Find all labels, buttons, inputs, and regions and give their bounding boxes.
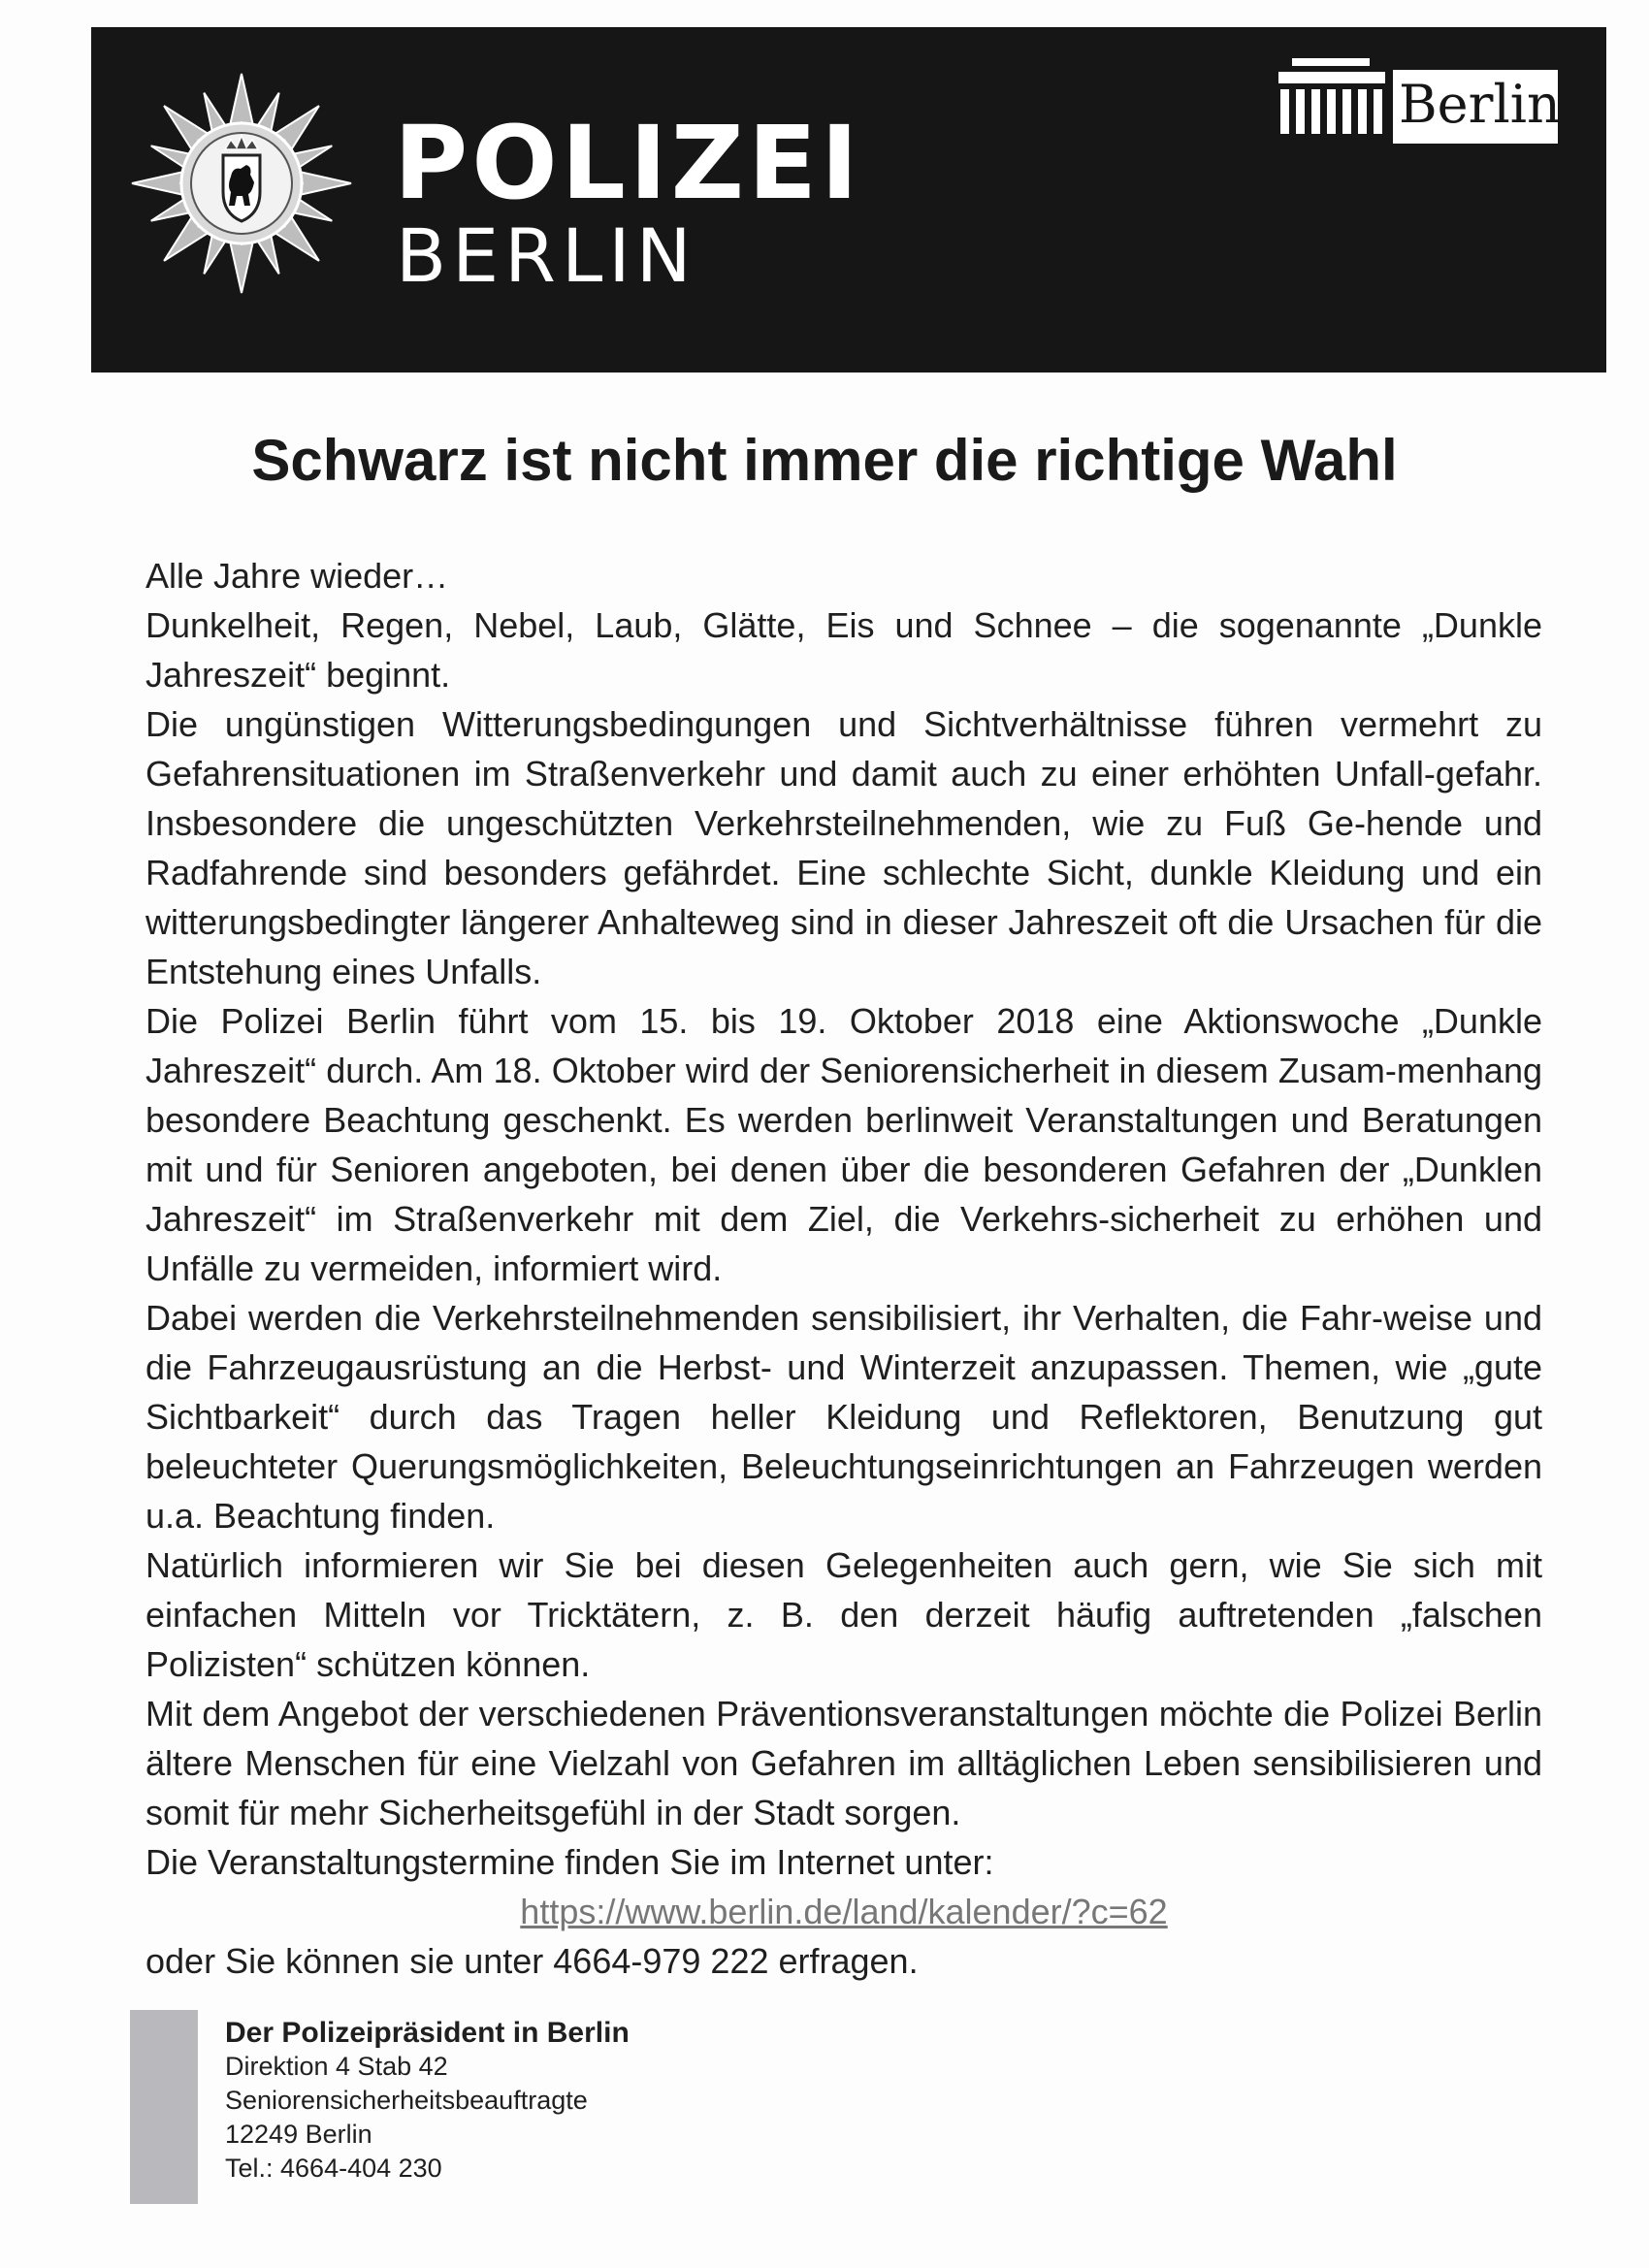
calendar-link[interactable]: https://www.berlin.de/land/kalender/?c=62 <box>520 1892 1168 1931</box>
footer-phone: Tel.: 4664-404 230 <box>225 2154 442 2183</box>
footer-city: 12249 Berlin <box>225 2120 372 2149</box>
paragraph-prevention: Mit dem Angebot der verschiedenen Präventionsveranstaltungen möchte die Polizei Berlin ältere Menschen für eine Vielzahl von Gefahren im alltäglichen Leben sensibilisieren und somit für mehr Sicherheitsgefühl in der Stadt sorgen. <box>146 1694 1542 1832</box>
brand-subtitle: BERLIN <box>396 212 697 299</box>
brand-title: POLIZEI <box>394 104 862 222</box>
paragraph-dates: Die Veranstaltungstermine finden Sie im Internet unter: <box>146 1842 994 1882</box>
footer-accent-bar <box>130 2010 198 2204</box>
paragraph-tricksters: Natürlich informieren wir Sie bei diesen Gelegenheiten auch gern, wie Sie sich mit einfachen Mitteln vor Tricktätern, z. B. den derzeit häufig auftretenden „falschen Polizisten“ schützen können. <box>146 1545 1542 1684</box>
paragraph-intro: Alle Jahre wieder… <box>146 556 449 596</box>
link-row <box>146 1887 1542 1936</box>
footer-address <box>225 2016 904 2186</box>
paragraph-conditions: Die ungünstigen Witterungsbedingungen und Sichtverhältnisse führen vermehrt zu Gefahrensituationen im Straßenverkehr und damit auch zu einer erhöhten Unfall-gefahr. Insbesondere die ungeschützten Verkehrsteilnehmenden, wie zu Fuß Ge-hende und Radfahrende sind besonders gefährdet. Eine schlechte Sicht, dunkle Kleidung und ein witterungsbedingter längerer Anhalteweg sind in dieser Jahreszeit oft die Ursachen für die Entstehung eines Unfalls. <box>146 704 1542 991</box>
paragraph-season: Dunkelheit, Regen, Nebel, Laub, Glätte, Eis und Schnee – die sogenannte „Dunkle Jahreszeit“ beginnt. <box>146 605 1542 695</box>
police-star-badge-icon <box>130 72 353 295</box>
footer-office: Seniorensicherheitsbeauftragte <box>225 2086 588 2115</box>
footer-title: Der Polizeipräsident in Berlin <box>225 2017 630 2049</box>
paragraph-closing: oder Sie können sie unter 4664-979 222 erfragen. <box>146 1941 919 1981</box>
berlin-logo-text: Berlin <box>1399 74 1561 135</box>
footer-department: Direktion 4 Stab 42 <box>225 2052 448 2081</box>
paragraph-themes: Dabei werden die Verkehrsteilnehmenden sensibilisiert, ihr Verhalten, die Fahr-weise und die Fahrzeugausrüstung an die Herbst- und Winterzeit anzupassen. Themen, wie „gute Sichtbarkeit“ durch das Tragen heller Kleidung und Reflektoren, Benutzung gut beleuchteter Querungsmöglichkeiten, Beleuchtungseinrichtungen an Fahrzeugen werden u.a. Beachtung finden. <box>146 1298 1542 1536</box>
paragraph-action-week: Die Polizei Berlin führt vom 15. bis 19. Oktober 2018 eine Aktionswoche „Dunkle Jahreszeit“ durch. Am 18. Oktober wird der Seniorensicherheit in diesem Zusam-menhang besondere Beachtung geschenkt. Es werden berlinweit Veranstaltungen und Beratungen mit und für Senioren angeboten, bei denen über die besonderen Gefahren der „Dunklen Jahreszeit“ im Straßenverkehr mit dem Ziel, die Verkehrs-sicherheit zu erhöhen und Unfälle zu vermeiden, informiert wird. <box>146 1001 1542 1288</box>
article-body <box>146 551 1542 1986</box>
page-title: Schwarz ist nicht immer die richtige Wahl <box>251 428 1398 493</box>
